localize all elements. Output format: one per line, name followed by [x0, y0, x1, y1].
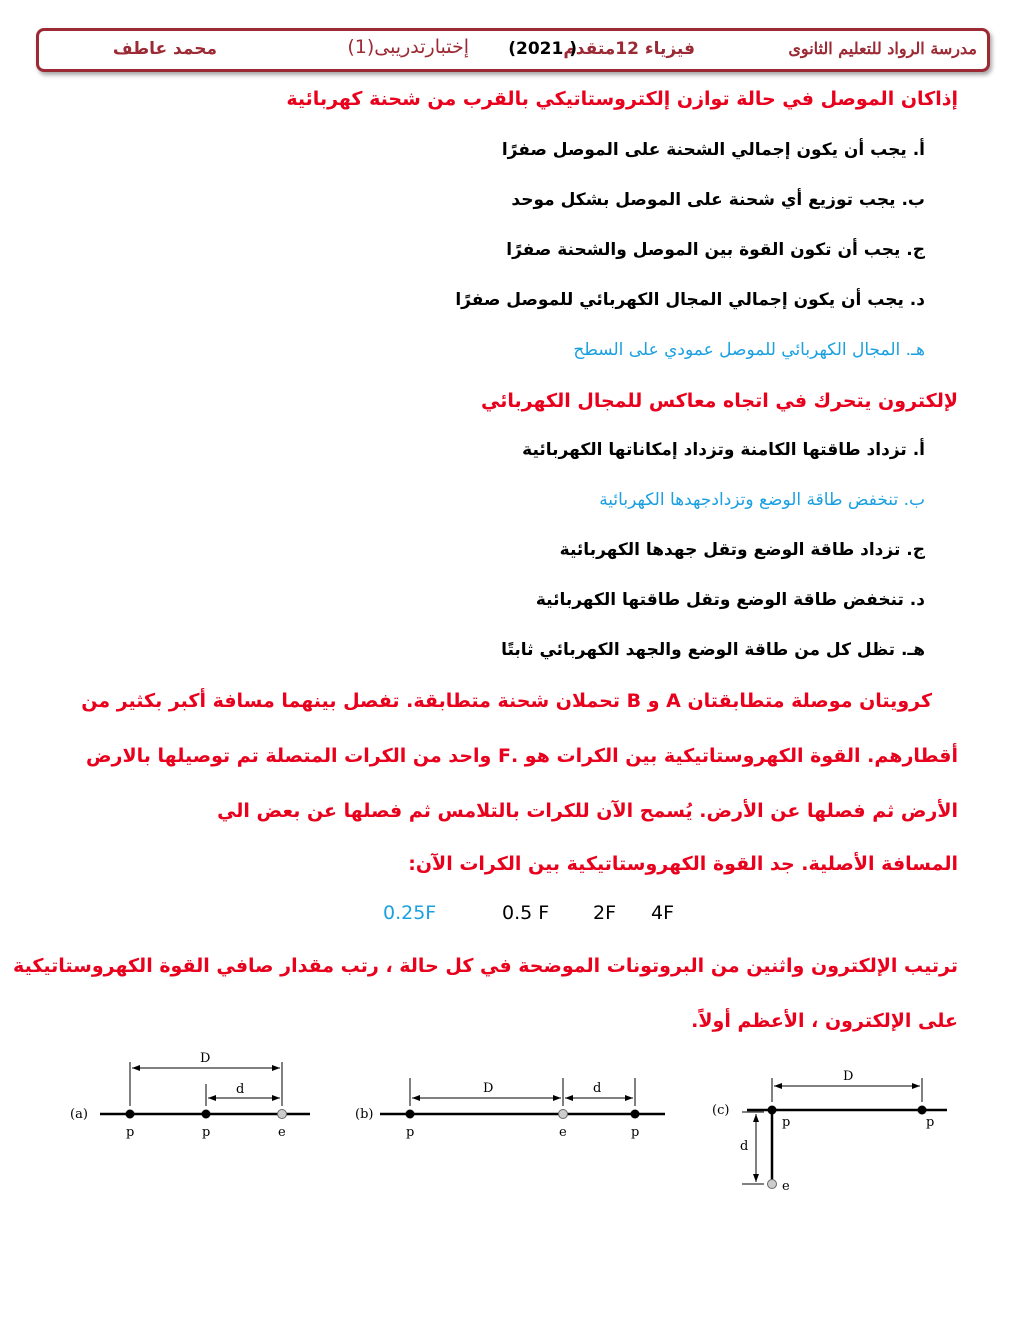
diagram-a-proton-2	[202, 1110, 211, 1119]
diagram-a-d-arrowhead-left	[208, 1095, 216, 1101]
question-4-line-1: ترتيب الإلكترون واثنين من البروتونات الموضحة في كل حالة ، رتب مقدار صافي القوة الكهروستاتيكية	[13, 955, 958, 977]
diagram-c-d-label: d	[740, 1139, 749, 1154]
diagram-b-e-label: e	[559, 1125, 567, 1140]
diagram-b-d-label: d	[593, 1081, 602, 1096]
diagram-a-electron	[278, 1110, 287, 1119]
diagram-c-p1-label: p	[782, 1115, 791, 1130]
diagram-c-proton-2	[918, 1106, 927, 1115]
diagram-c-D-arrowhead-left	[774, 1083, 782, 1089]
diagram-b-d-arrowhead-right	[625, 1095, 633, 1101]
teacher-name: محمد عاطف	[112, 39, 217, 59]
school-name: مدرسة الرواد للتعليم الثانوى	[788, 39, 977, 58]
diagram-c-d-arrowhead-bottom	[753, 1174, 759, 1182]
diagram-a-label: (a)	[70, 1107, 88, 1122]
diagram-c-proton-1	[768, 1106, 777, 1115]
diagram-a-p1-label: p	[126, 1125, 135, 1140]
diagram-b-proton-1	[406, 1110, 415, 1119]
diagram-a-D-arrowhead-right	[272, 1065, 280, 1071]
question-3-line-2: أقطارهم. القوة الكهروستاتيكية بين الكرات هو .F واحد من الكرات المتصلة تم توصيلها بالارض	[86, 745, 958, 767]
year-label: (2021 )	[508, 39, 577, 59]
exam-title: إختبارتدريبى(1)	[347, 36, 469, 58]
diagram-a-e-label: e	[278, 1125, 286, 1140]
diagram-b-electron	[559, 1110, 568, 1119]
q1-option-a: أ. يجب أن يكون إجمالي الشحنة على الموصل صفرًا	[501, 140, 925, 160]
question-1: إذاكان الموصل في حالة توازن إلكتروستاتيكي بالقرب من شحنة كهربائية	[286, 88, 958, 110]
diagram-b-p1-label: p	[406, 1125, 415, 1140]
diagram-a-D-label: D	[200, 1051, 211, 1066]
subject-label: فيزياء 12متقدم	[563, 39, 695, 59]
diagram-c	[712, 1040, 952, 1200]
page-header	[36, 28, 990, 72]
q1-option-b: ب. يجب توزيع أي شحنة على الموصل بشكل موحد	[511, 190, 925, 210]
question-4-line-2: على الإلكترون ، الأعظم أولاً.	[691, 1010, 958, 1032]
diagram-b-d-arrowhead-left	[565, 1095, 573, 1101]
q1-option-c: ج. يجب أن تكون القوة بين الموصل والشحنة صفرًا	[506, 240, 925, 260]
diagram-c-label: (c)	[712, 1103, 730, 1118]
q2-option-d: د. تنخفض طاقة الوضع وتقل طاقتها الكهربائية	[535, 590, 925, 610]
q2-option-c: ج. تزداد طاقة الوضع وتقل جهدها الكهربائية	[559, 540, 925, 560]
diagram-a	[70, 1040, 315, 1150]
q2-option-e: هـ. تظل كل من طاقة الوضع والجهد الكهربائي ثابتًا	[501, 640, 925, 660]
q1-option-d: د. يجب أن يكون إجمالي المجال الكهربائي للموصل صفرًا	[455, 290, 925, 310]
diagram-a-d-arrowhead-right	[272, 1095, 280, 1101]
diagram-a-p2-label: p	[202, 1125, 211, 1140]
diagram-c-D-label: D	[843, 1069, 854, 1084]
q3-answer-3: 2F	[593, 902, 617, 924]
q1-option-e-correct: هـ. المجال الكهربائي للموصل عمودي على السطح	[573, 340, 925, 360]
diagram-b	[355, 1040, 670, 1150]
diagram-a-proton-1	[126, 1110, 135, 1119]
diagram-b-D-arrowhead-right	[553, 1095, 561, 1101]
diagram-c-e-label: e	[782, 1179, 790, 1194]
diagram-c-p2-label: p	[926, 1115, 935, 1130]
q3-answer-4: 4F	[651, 902, 675, 924]
question-3-line-4: المسافة الأصلية. جد القوة الكهروستاتيكية بين الكرات الآن:	[408, 853, 958, 875]
diagram-b-p2-label: p	[631, 1125, 640, 1140]
q3-answer-2: 0.5 F	[502, 902, 550, 924]
diagram-a-D-arrowhead-left	[132, 1065, 140, 1071]
diagram-b-D-label: D	[483, 1081, 494, 1096]
question-3-line-3: الأرض ثم فصلها عن الأرض. يُسمح الآن للكرات بالتلامس ثم فصلها عن بعض الي	[217, 800, 958, 822]
diagram-c-electron	[768, 1180, 777, 1189]
q2-option-a: أ. تزداد طاقتها الكامنة وتزداد إمكاناتها الكهربائية	[522, 440, 925, 460]
diagram-a-d-label: d	[236, 1082, 245, 1097]
q3-answer-correct: 0.25F	[383, 902, 437, 924]
diagram-c-d-arrowhead-top	[753, 1114, 759, 1122]
question-3-line-1: كرويتان موصلة متطابقتان A و B تحملان شحنة متطابقة. تفصل بينهما مسافة أكبر بكثير من	[81, 690, 932, 712]
question-2: لإلكترون يتحرك في اتجاه معاكس للمجال الكهربائي	[481, 390, 958, 412]
diagram-b-D-arrowhead-left	[412, 1095, 420, 1101]
diagram-b-label: (b)	[355, 1107, 374, 1122]
q2-option-b-correct: ب. تنخفض طاقة الوضع وتزدادجهدها الكهربائية	[599, 490, 925, 510]
diagram-c-D-arrowhead-right	[912, 1083, 920, 1089]
diagram-b-proton-2	[631, 1110, 640, 1119]
